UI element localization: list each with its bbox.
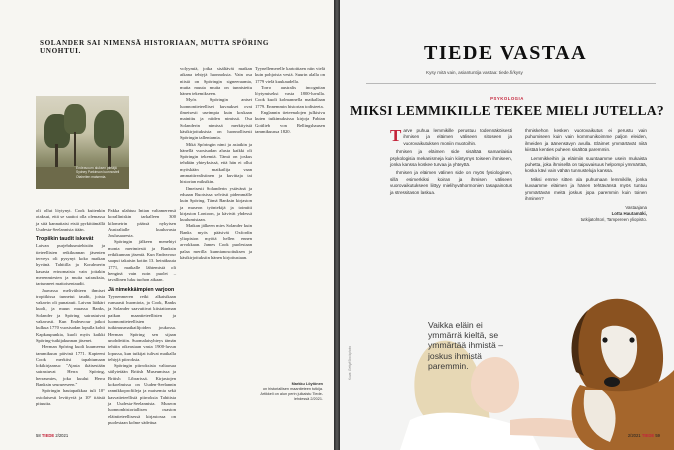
- left-headline: SOLANDER SAI NIMENSÄ HISTORIAAN, MUTTA SPÖRING UNOHTUI.: [40, 39, 270, 55]
- paragraph: Ihmisen ja eläimen välinen side on myös fysiologinen, sillä esimerkiksi koiran ja ihmisen väliseen vuorovaikutukseen liittyy mielihyvähormonien tasapainotus ja stressitason laskua.: [390, 170, 512, 195]
- historical-illustration: [36, 96, 129, 189]
- category-label: PSYKOLOGIA: [490, 96, 524, 101]
- footer-issue: 2/2021: [55, 433, 69, 438]
- paragraph: Jaavassa meliviihteen ihmiset tropiikissa tunnetut taudit, joista vakavin oli punatauti. Laivan lääkäri kuoli, ja muun muassa Banks, Solander ja Spöring sairastuivat vakavasti. Kun Endeavour jatkoi kulkua 1770 vuosisadan lopulla kohti Kapkaupunkia, kuoli myös kaikki Spöring-tutkijakunnan jäsenet.: [36, 287, 105, 343]
- article-column-1: [36, 208, 105, 407]
- signature-name: Lotta Hautamäki,: [611, 211, 647, 217]
- signature-title: tutkijatohtori, Tampereen yliopisto.: [580, 217, 647, 223]
- section-subtitle: Kysy mitä vain, asiantuntija vastaa: tiede.fi/kysy: [426, 70, 523, 75]
- paragraph: Matkan jälkeen mies Solander kuin Banks myös pääsivät Oxfordin yliopiston myötä hellen ennen arvokkaan. James Cook puolestaan palaa merilla kunnianosoituksen ja käsikirjoituksiin hänen kirjoitustaan.: [180, 223, 252, 260]
- left-page: [0, 0, 334, 450]
- paragraph-text: arve puhua lemmikille perustuu todennäköisesti ihmisen ja eläimen väliseen sitoseen ja vuorovaikutuksen moniin muotoihin.: [403, 128, 512, 146]
- paragraph: Spöringin hautapaikkaa tuli 10° ostolaisesti levittyviä ja 10° itäistä pituutta.: [36, 388, 105, 406]
- article-column-4: [255, 66, 325, 135]
- paragraph: oli ollut löytynyt. Cook kuitenkin otaksui, että se saattoi olla olemassa ja sitä kannattaisi etsiä pyrkittämällä Uudesta-Seelannista itään.: [36, 208, 105, 232]
- left-footer: [36, 433, 68, 438]
- footer-issue: 2/2021: [627, 433, 641, 438]
- paragraph: Tyynenmeren retki alkaisikaan runsaasti huomiota, ja Cook, Banks ja Solander saavuttivat kiistattoman paikan maantieteellisten ja luonnontieteellisten tutkimusmatkailijoiden joukossa. Herman Spöring sen sijaan unohdettiin. Suomalaisyhteys tämän tehtiin oikeastaan vasta 1900-luvun lopussa, kun tutkijat tulivat matkalla tehtyjä piirroksia.: [108, 293, 176, 362]
- paragraph: Herman Spöring kuoli kuumeena tammikuun päivinä 1771. Kapteeni Cook merkitsi tapahtumaan lokikirjaansa: "Ajasta ikäisestään sairastuvat Herra Spöring, herrasmies, joka kuului Herra Banksin seurueeseen.": [36, 344, 105, 388]
- paragraph: Laivan purjehdusmiehistön ja tieteellisten retkikunnan jäsenten terveys oli pysynyt koko matkan hyvänä. Tahitilla ja Koralmerin kasasta erinomaista vain joitakin merenmiesten ja muita sairauksia, tartunneet mattoisentaudit.: [36, 243, 105, 287]
- photo-credit: Kuva: Getty/iStockphoto: [348, 345, 352, 380]
- paragraph: Ilmeisesti Solanderin ystävänä ja eduaan Ruotsissa selvästi pidemmälle kuin Spöring. Tämä Banksin kirjaston ja museon työntekijä ja toimitti kirjaston Lontoon, ja kävivät yhdessä kuulumisiaan.: [180, 185, 252, 223]
- signature-role: Vastaajana: [625, 205, 647, 211]
- article-column-2: [108, 208, 176, 426]
- section-title: TIEDE VASTAA: [424, 42, 588, 64]
- right-page: [340, 0, 674, 450]
- paragraph: Mikä Spöringin nimi ja asiatkin ja hänellä vuosisadan alusta kaikki oli Spöringin tekemiä. Tämä on joskus tehdään yhteyksissä, että hän ei ollut myöskään matkailija vaan ammattirealistinen ja kuvittaja tai historian miksikin.: [180, 141, 252, 185]
- paragraph: Spöringin piirroksista valtaosaa säilytetään British Museumissa ja British Librarissä. Kirjastojen kokoelmissa on Uuden-Seelannin rannikkoprofiileja ja maisemia sekä kasvatieteellisiä piirroksia Tahitista ja Uudesta-Seelannista. Museon luonnonhistoriallisen osaston eläintieteellisessä kirjastossa on puolestaan kolme sädettua: [108, 363, 176, 425]
- paragraph: Lemmikkeihin ja eläimiin suuntaamme usein mukaista puhetta, joka ihmisellä on taipuvaisuus helpompi ymmärtää, koska kävi vain vähän tunnusteluja kanssa.: [525, 155, 647, 174]
- woman-and-dog-photo: [340, 180, 674, 450]
- question-headline: MIKSI LEMMIKILLE TEKEE MIELI JUTELLA?: [350, 103, 664, 118]
- footer-brand: TIEDE: [641, 433, 655, 438]
- paragraph: Miksi emme sitten ala puhumaan lemmikille, jonka kuvaamme eläimen ja hänen tehtävänsä myös tuntuu ymmärtävän meitä joskus jopa paremmin kuin toinen ihminen?: [525, 176, 647, 202]
- right-footer: [628, 433, 660, 438]
- photo-caption: Endeavourn aluksen piirtäjä Sydney Parkinson luonnosteli Otaheiten maisemia.: [76, 166, 120, 179]
- paragraph: Englannin tieteenalojen julkisivu kuten tutkimuksissa kirjoja Fabian Gottlieb von Bellingshausen tammikuussa 1820.: [255, 110, 325, 134]
- paragraph: Ihmiskehon kesken vuorovaikutus ei perustu vain puhumiseen kuin vain kommunikoimme paljon eleiden, ilmeiden ja äänensävyn avulla. Eläimet ymmärtävät niitä kiistää kenties puheen sisältöä paremmin.: [525, 128, 647, 153]
- paragraph: volyymiä, jotka sisältävät matkan aikana tehtyjä luonnoksia. Vain osa niistä on Spöringin signeeraamia, mutta muuta muita on tunnistettu hänen tekemikseen.: [180, 66, 252, 97]
- author-info: on historiallisen maantieteen tutkija. Artikkeli on alun perin julkaistu Tiede-lehdessä 2/2021.: [260, 387, 323, 401]
- paragraph: Ihmisen ja eläimen side sisältää samanlaisia psykologisia mekanismeja kuin kiintymys toiseen ihmiseen, jonka kanssa koskee turvaa ja yhteyttä.: [390, 149, 512, 168]
- paragraph: Torro australis incognitan löytymiseksi vasta 1800-luvulla. Cook kuoli kolmannella matkallaan 1779. Ennemmin historian todisteeta.: [255, 84, 325, 109]
- paragraph: Tyynellemerelle kartoittaen niin vielä kuin pohjoista vesiä. Suurin alalla on 1779 vielä kuukaudella.: [255, 66, 325, 84]
- footer-brand: TIEDE: [41, 433, 55, 438]
- subheading: Jä nimekkäimpien varjoon: [108, 286, 175, 293]
- author-name: Markku Löytönen: [291, 382, 323, 386]
- drop-cap: T: [390, 126, 402, 145]
- page-number: 59: [655, 433, 660, 438]
- divider: [366, 83, 656, 84]
- article-column-3: [180, 66, 252, 261]
- author-note: [255, 382, 323, 402]
- subheading: Tropiikin taudit iskevät: [36, 236, 94, 243]
- paragraph: [390, 128, 512, 147]
- paragraph: Myös Spöringin aniset luonnontieteelliset kuvaukset ovat ilmeisesti useimpia kuin koskaan mainittu ja niiden nimissä. Osa Solanderin nimissä merkityistä käsikirjoituksista on luonnollisesti Spöringin tallentamia.: [180, 97, 252, 141]
- paragraph: Spöringin jälkeen menehtyi monta merimiestä ja Banksin retkikunnan jäsentä. Kun Endeavour saapui takaisin kotiin 13. heinäkuuta 1771, matkalle lähtemistä oli henginä vain noin puolet – tavallinen luku tuohon aikaan.: [108, 239, 176, 283]
- pull-quote: Vaikka eläin ei ymmärrä kieltä, se ymmärtää ihmistä – joskus ihmistä paremmin.: [428, 320, 503, 371]
- page-number: 58: [36, 433, 41, 438]
- paragraph: Pakka ulahtuu Intian valtamerensä koralliniskin tarkalleen 300 kilometrin päässä nykyisen Australialle kuuluvasta Joulusaaresta.: [108, 208, 176, 239]
